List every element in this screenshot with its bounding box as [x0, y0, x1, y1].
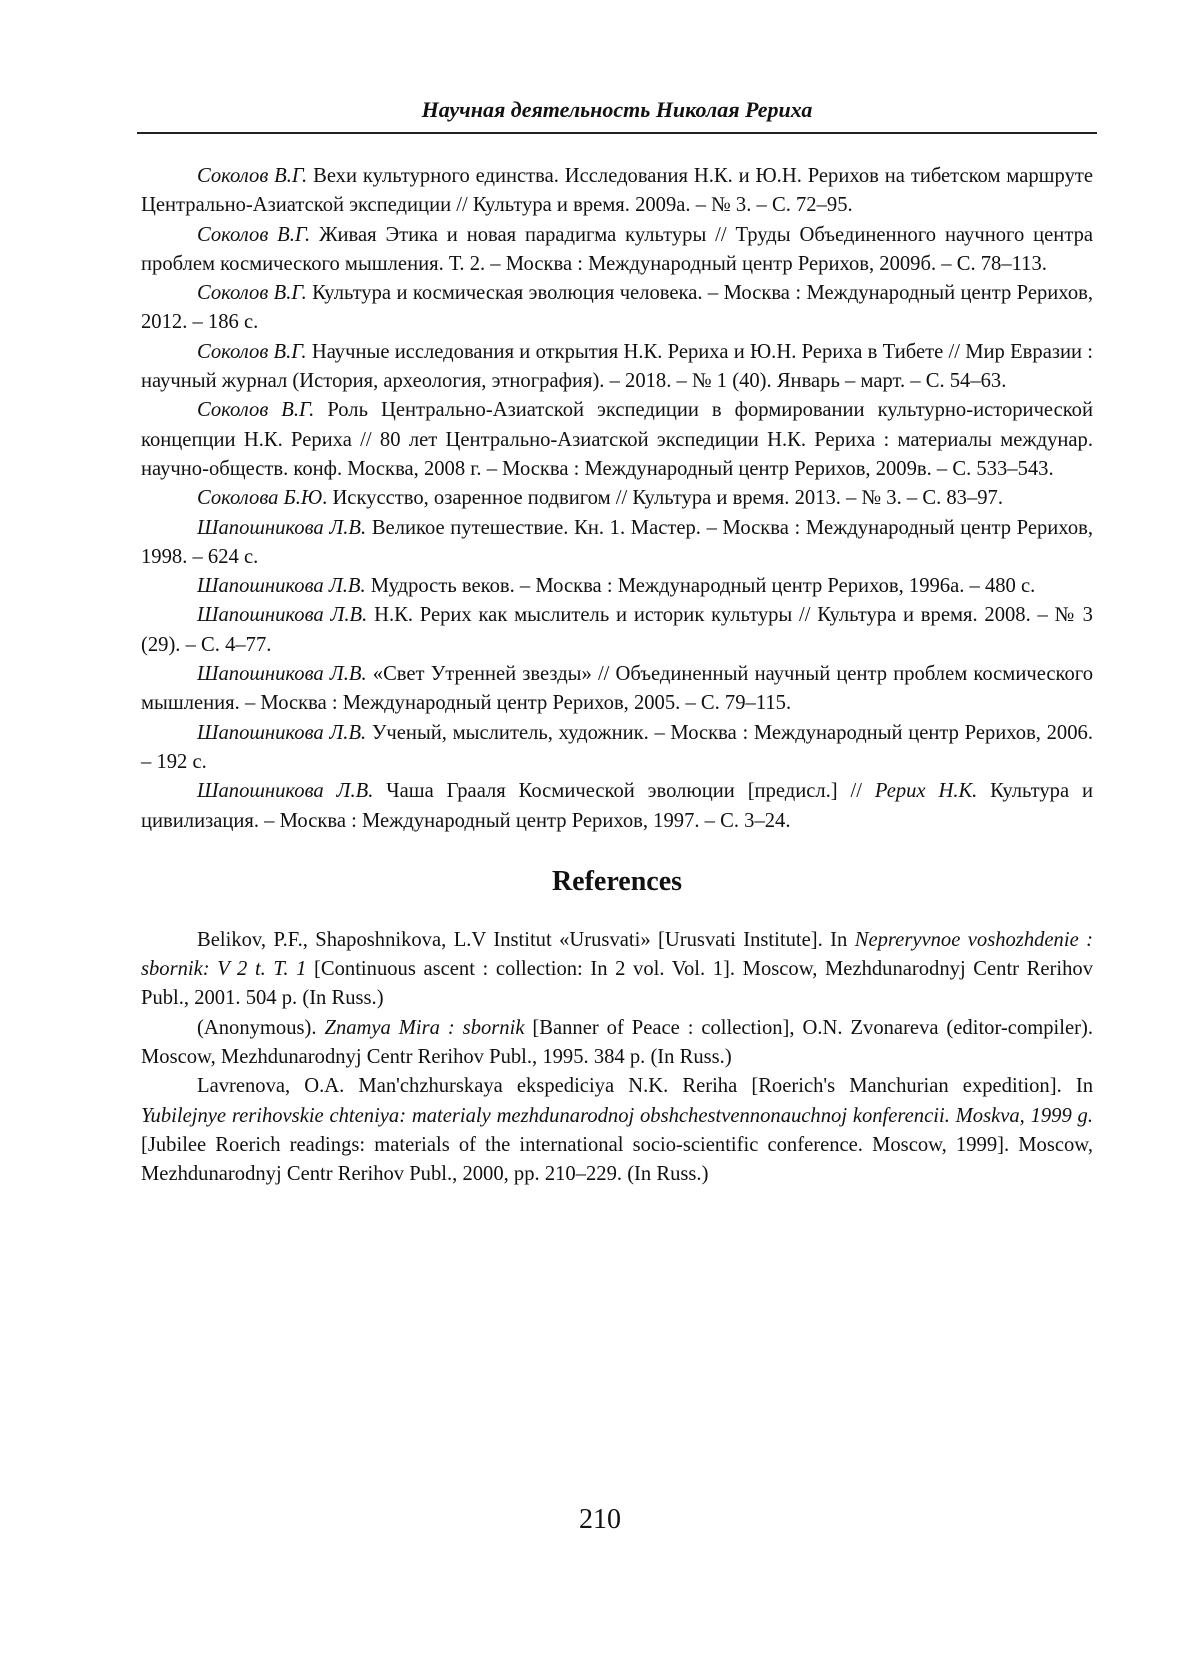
- entry-author: Шапошникова Л.В.: [197, 516, 367, 539]
- page-number: 210: [579, 1504, 621, 1535]
- reference-entry: [141, 1072, 1093, 1189]
- reference-italic-title: Znamya Mira : sbornik: [324, 1016, 525, 1039]
- reference-text: (Anonymous).: [197, 1016, 325, 1039]
- entry-text: Великое путешествие. Кн. 1. Мастер. – Москва : Международный центр Рерихов, 1998. – 624 с.: [141, 516, 1093, 568]
- bibliography-entry: [141, 338, 1093, 397]
- entry-author: Шапошникова Л.В.: [197, 575, 366, 598]
- entry-author: Соколов В.Г.: [197, 399, 315, 422]
- bibliography-entry: [141, 572, 1093, 601]
- entry-text: Ученый, мыслитель, художник. – Москва : Международный центр Рерихов, 2006. – 192 с.: [141, 721, 1093, 773]
- entry-text: Культура и космическая эволюция человека. – Москва : Международный центр Рерихов, 2012. – 186 с.: [141, 282, 1093, 334]
- reference-text: Belikov, P.F., Shaposhnikova, L.V Institut «Urusvati» [Urusvati Institute]. In: [197, 928, 855, 951]
- bibliography-entry: [141, 777, 1093, 836]
- references-heading: References: [551, 865, 683, 897]
- bibliography-entry: [141, 601, 1093, 660]
- entry-italic-author: Рерих Н.К.: [874, 780, 978, 803]
- bibliography-entry: [141, 660, 1093, 719]
- reference-text: Lavrenova, O.A. Man'chzhurskaya ekspediciya N.K. Reriha [Roerich's Manchurian expedition]. In: [197, 1075, 1093, 1098]
- reference-italic-title: Yubilejnye rerihovskie chteniya: materialy mezhdunarodnoj obshchestvennonauchnoj konferencii. Moskva, 1999 g.: [141, 1104, 1093, 1127]
- reference-entry: [141, 1014, 1093, 1073]
- reference-italic-title: Nepreryvnoe voshozhdenie : sbornik: V 2 t. T. 1: [141, 928, 1093, 981]
- bibliography-entry: [141, 279, 1093, 338]
- running-header: Научная деятельность Николая Рериха: [421, 97, 813, 122]
- entry-text: Вехи культурного единства. Исследования Н.К. и Ю.Н. Рерихов на тибетском маршруте Центрально-Азиатской экспедиции // Культура и время. 2009а. – № 3. – С. 72–95.: [141, 165, 1094, 217]
- entry-text: Н.К. Рерих как мыслитель и историк культуры // Культура и время. 2008. – № 3 (29). – С. 4–77.: [141, 604, 1093, 656]
- entry-author: Шапошникова Л.В.: [197, 663, 367, 686]
- page-body: [141, 162, 1093, 1190]
- entry-author: Соколов В.Г.: [197, 223, 311, 246]
- bibliography-entry: [141, 514, 1093, 573]
- reference-text-continued: [Banner of Peace : collection], O.N. Zvonareva (editor-compiler). Moscow, Mezhdunarodnyj Centr Rerihov Publ., 1995. 384 p. (In Russ.): [141, 1016, 1093, 1069]
- entry-text: Роль Центрально-Азиатской экспедиции в формировании культурно-исторической концепции Н.К. Рериха // 80 лет Центрально-Азиатской экспедиции Н.К. Рериха : материалы междунар. научно-обществ. конф. Москва, 2008 г. – Москва : Международный центр Рерихов, 2009в. – С. 533–543.: [141, 399, 1093, 480]
- entry-author: Соколов В.Г.: [197, 282, 307, 305]
- entry-text: «Свет Утренней звезды» // Объединенный научный центр проблем космического мышления. – Москва : Международный центр Рерихов, 2005. – С. 79–115.: [141, 663, 1093, 715]
- entry-text: Мудрость веков. – Москва : Международный центр Рерихов, 1996а. – 480 с.: [365, 575, 1036, 598]
- header-rule: [137, 132, 1097, 134]
- entry-author: Шапошникова Л.В.: [197, 780, 374, 803]
- reference-text-continued: [Jubilee Roerich readings: materials of the international socio-scientific conference. Moscow, 1999]. Moscow, Mezhdunarodnyj Centr Rerihov Publ., 2000, pp. 210–229. (In Russ.): [141, 1133, 1093, 1186]
- entry-author: Соколов В.Г.: [197, 165, 308, 187]
- reference-entry: [141, 926, 1093, 1014]
- bibliography-entry: [141, 221, 1093, 280]
- entry-text-continued: Культура и цивилизация. – Москва : Международный центр Рерихов, 1997. – С. 3–24.: [141, 780, 1093, 832]
- bibliography-entry: [141, 396, 1093, 484]
- bibliography-entry: [141, 484, 1093, 513]
- entry-author: Шапошникова Л.В.: [197, 721, 367, 744]
- entry-text: Научные исследования и открытия Н.К. Рериха и Ю.Н. Рериха в Тибете // Мир Евразии : научный журнал (История, археология, этнография). – 2018. – № 1 (40). Январь – март. – С. 54–63.: [141, 340, 1093, 393]
- entry-author: Соколова Б.Ю: [197, 487, 323, 510]
- entry-author: Шапошникова Л.В.: [197, 604, 368, 627]
- entry-author: Соколов В.Г.: [197, 340, 307, 363]
- entry-text: Живая Этика и новая парадигма культуры // Труды Объединенного научного центра проблем космического мышления. Т. 2. – Москва : Международный центр Рерихов, 2009б. – С. 78–113.: [141, 223, 1094, 275]
- reference-text-continued: [Continuous ascent : collection: In 2 vol. Vol. 1]. Moscow, Mezhdunarodnyj Centr Rerihov Publ., 2001. 504 p. (In Russ.): [141, 958, 1093, 1010]
- entry-text: . Искусство, озаренное подвигом // Культура и время. 2013. – № 3. – С. 83–97.: [322, 487, 1003, 510]
- entry-text: Чаша Грааля Космической эволюции [предисл.] //: [373, 780, 875, 803]
- bibliography-entry: [141, 162, 1093, 221]
- bibliography-entry: [141, 719, 1093, 778]
